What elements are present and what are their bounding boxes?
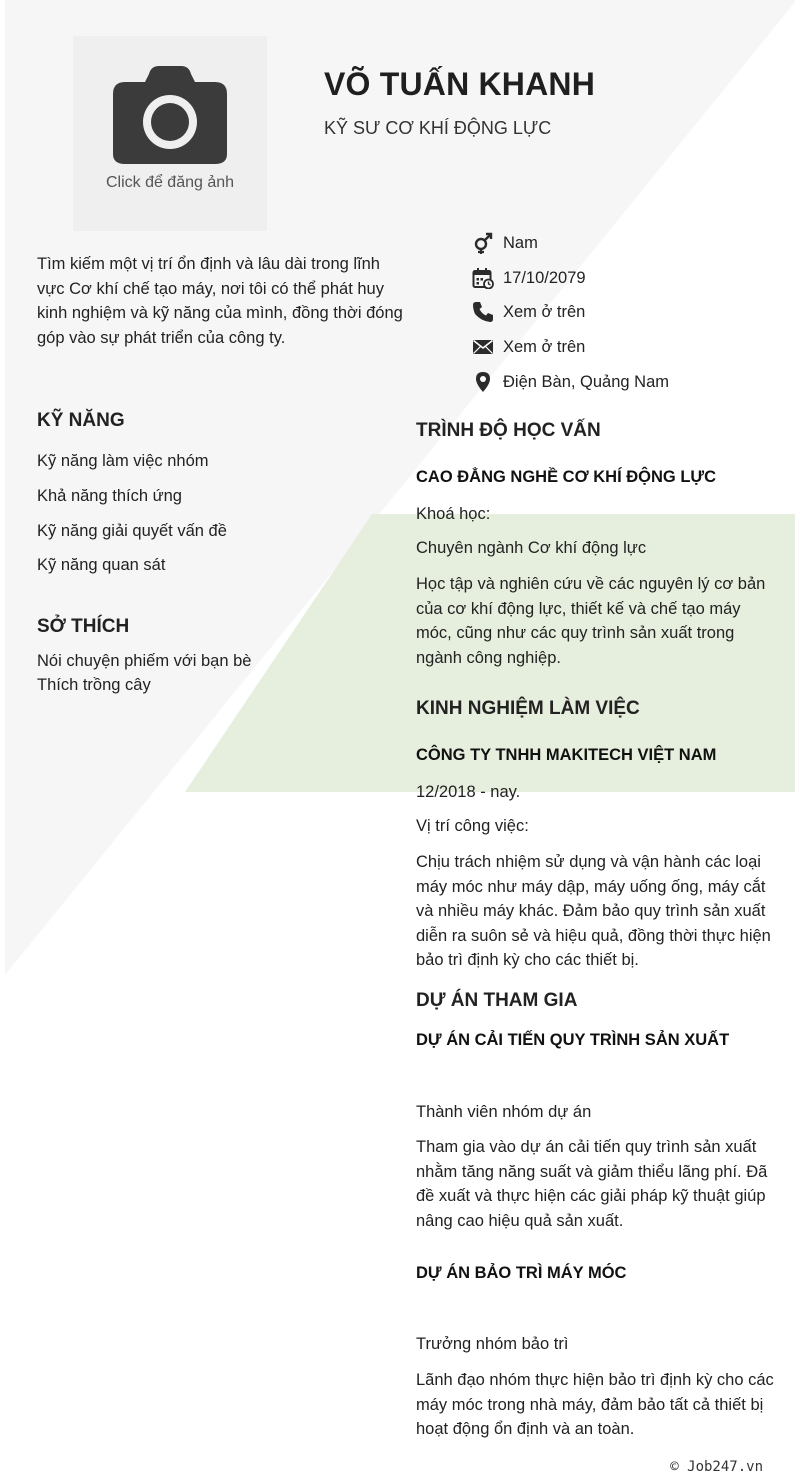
skill-item: Kỹ năng làm việc nhóm [37, 452, 209, 470]
experience-heading: KINH NGHIỆM LÀM VIỆC [416, 698, 640, 719]
education-major: Chuyên ngành Cơ khí động lực [416, 539, 647, 557]
experience-company: CÔNG TY TNHH MAKITECH VIỆT NAM [416, 746, 717, 764]
location-icon [472, 371, 494, 393]
experience-description: Chịu trách nhiệm sử dụng và vận hành các loại máy móc như máy dập, máy uống ống, máy cắt và nhiều máy khác. Đảm bảo quy trình sản xuất diễn ra suôn sẻ và hiệu quả, đồng thời thực hiện bảo trì định kỳ cho các thiết bị. [416, 853, 771, 969]
gender-value: Nam [503, 234, 538, 252]
skill-item: Kỹ năng giải quyết vấn đề [37, 522, 227, 540]
hobby-item: Nói chuyện phiếm với bạn bè [37, 652, 252, 670]
birthday-value: 17/10/2079 [503, 269, 586, 287]
contact-gender [472, 232, 772, 254]
candidate-name: VÕ TUẤN KHANH [324, 66, 596, 102]
email-value: Xem ở trên [503, 338, 586, 356]
avatar-caption: Click để đăng ảnh [105, 174, 235, 191]
project-name: DỰ ÁN BẢO TRÌ MÁY MÓC [416, 1264, 627, 1282]
project-role: Thành viên nhóm dự án [416, 1103, 592, 1121]
contact-email [472, 336, 772, 358]
calendar-icon [472, 267, 494, 289]
candidate-title: KỸ SƯ CƠ KHÍ ĐỘNG LỰC [324, 118, 552, 138]
skill-item: Kỹ năng quan sát [37, 556, 166, 574]
experience-period: 12/2018 - nay. [416, 783, 521, 801]
education-course: Khoá học: [416, 505, 491, 523]
project-role: Trưởng nhóm bảo trì [416, 1335, 569, 1353]
education-heading: TRÌNH ĐỘ HỌC VẤN [416, 420, 601, 441]
project-name: DỰ ÁN CẢI TIẾN QUY TRÌNH SẢN XUẤT [416, 1031, 730, 1049]
contact-birthday [472, 267, 772, 289]
skill-item: Khả năng thích ứng [37, 487, 182, 505]
career-objective: Tìm kiếm một vị trí ổn định và lâu dài trong lĩnh vực Cơ khí chế tạo máy, nơi tôi có thể phát huy kinh nghiệm và kỹ năng của mình, đồng thời đóng góp vào sự phát triển của công ty. [37, 255, 403, 347]
address-value: Điện Bàn, Quảng Nam [503, 373, 670, 391]
contact-address [472, 371, 772, 393]
skills-heading: KỸ NĂNG [37, 410, 125, 431]
phone-icon [472, 301, 494, 323]
hobby-item: Thích trồng cây [37, 676, 151, 694]
hobbies-heading: SỞ THÍCH [37, 616, 130, 637]
project-description: Lãnh đạo nhóm thực hiện bảo trì định kỳ cho các máy móc trong nhà máy, đảm bảo tất cả thiết bị hoạt động ổn định và an toàn. [416, 1371, 774, 1438]
experience-position: Vị trí công việc: [416, 817, 529, 835]
gender-icon [472, 232, 494, 254]
avatar-upload[interactable] [73, 36, 267, 231]
camera-icon [111, 64, 229, 166]
phone-value: Xem ở trên [503, 303, 586, 321]
project-description: Tham gia vào dự án cải tiến quy trình sản xuất nhằm tăng năng suất và giảm thiểu lãng phí. Đã đề xuất và thực hiện các giải pháp kỹ thuật giúp nâng cao hiệu quả sản xuất. [416, 1138, 768, 1230]
projects-heading: DỰ ÁN THAM GIA [416, 990, 578, 1011]
footer-copyright: © Job247.vn [670, 1459, 763, 1475]
email-icon [472, 336, 494, 358]
education-description: Học tập và nghiên cứu về các nguyên lý cơ bản của cơ khí động lực, thiết kế và chế tạo máy móc, cũng như các quy trình sản xuất trong ngành công nghiệp. [416, 575, 766, 667]
education-school: CAO ĐẲNG NGHỀ CƠ KHÍ ĐỘNG LỰC [416, 468, 717, 486]
contact-phone [472, 301, 772, 323]
